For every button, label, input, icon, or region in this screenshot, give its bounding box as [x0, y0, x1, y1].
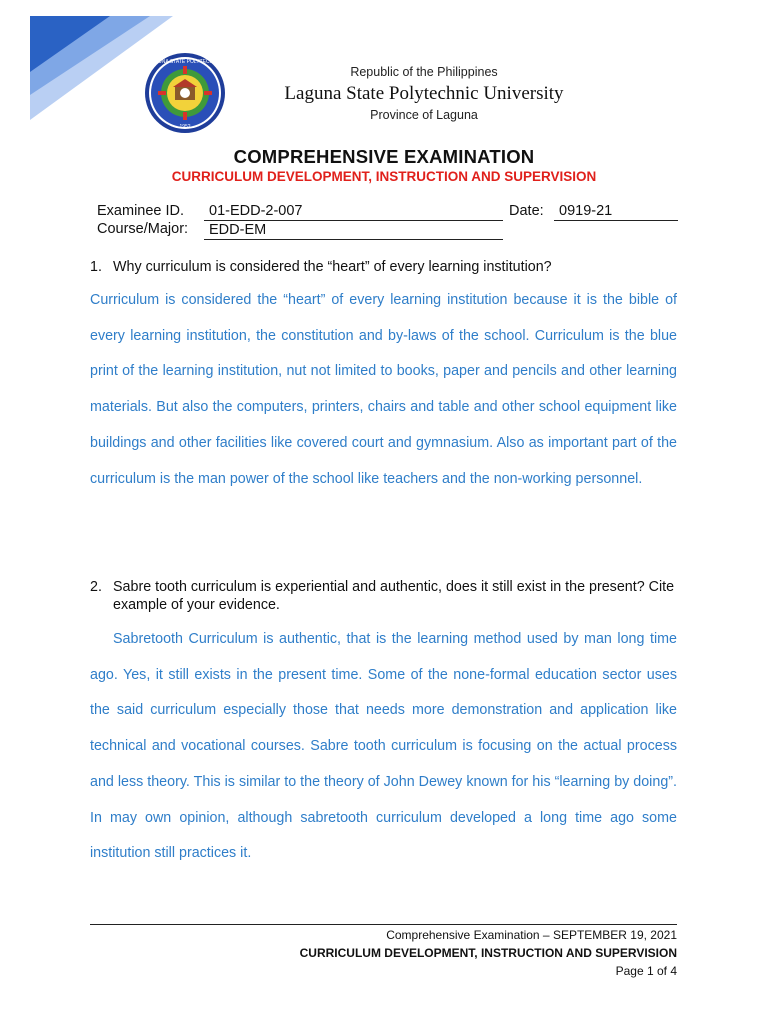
answer-2	[90, 622, 677, 872]
republic-label: Republic of the Philippines	[350, 65, 498, 79]
province-label: Province of Laguna	[370, 108, 478, 122]
university-name: Laguna State Polytechnic University	[284, 83, 564, 104]
footer-exam-date: Comprehensive Examination – SEPTEMBER 19, 2021	[386, 928, 677, 942]
question-number: 1.	[90, 259, 102, 275]
question-2	[90, 578, 680, 614]
examinee-id-label: Examinee ID.	[97, 203, 185, 219]
date-value: 0919-21	[554, 202, 678, 221]
question-text: Why curriculum is considered the “heart” of every learning institution?	[113, 259, 552, 275]
page-number: Page 1 of 4	[615, 964, 677, 978]
course-major-value: EDD-EM	[204, 221, 503, 240]
question-number: 2.	[90, 579, 102, 595]
examinee-id-value: 01-EDD-2-007	[204, 202, 503, 221]
question-1	[90, 258, 680, 276]
answer-text: Sabretooth Curriculum is authentic, that is the learning method used by man long time ago. Yes, it still exists in the present time. Some of the none-formal education sector uses the said curriculum especially those that needs more demonstration and application like technical and vocational courses. Sabre tooth curriculum is focusing on the actual process and less theory. This is similar to the theory of John Dewey known for his “learning by doing”. In may own opinion, although sabretooth curriculum developed a long time ago some institution still practices it.	[90, 631, 677, 862]
answer-text: Curriculum is considered the “heart” of every learning institution because it is the bible of every learning institution, the constitution and by-laws of the school. Curriculum is the blue print of the learning institution, nut not limited to books, paper and pencils and other learning materials. But also the computers, printers, chairs and table and other school equipment like buildings and other facilities like covered court and gymnasium. Also as important part of the curriculum is the man power of the school like teachers and the non-working personnel.	[90, 292, 677, 487]
date-label: Date:	[509, 203, 544, 219]
svg-text:1952: 1952	[179, 124, 191, 130]
footer-subject: CURRICULUM DEVELOPMENT, INSTRUCTION AND SUPERVISION	[299, 946, 677, 960]
exam-subject: CURRICULUM DEVELOPMENT, INSTRUCTION AND SUPERVISION	[171, 169, 597, 184]
svg-text:LAGUNA STATE POLYTECHNIC: LAGUNA STATE POLYTECHNIC	[148, 59, 222, 65]
answer-1	[90, 283, 677, 497]
footer-divider	[90, 924, 677, 925]
exam-title: COMPREHENSIVE EXAMINATION	[233, 146, 535, 167]
course-major-label: Course/Major:	[97, 221, 189, 237]
question-text: Sabre tooth curriculum is experiential and authentic, does it still exist in the present? Cite example of your evidence.	[113, 579, 675, 613]
